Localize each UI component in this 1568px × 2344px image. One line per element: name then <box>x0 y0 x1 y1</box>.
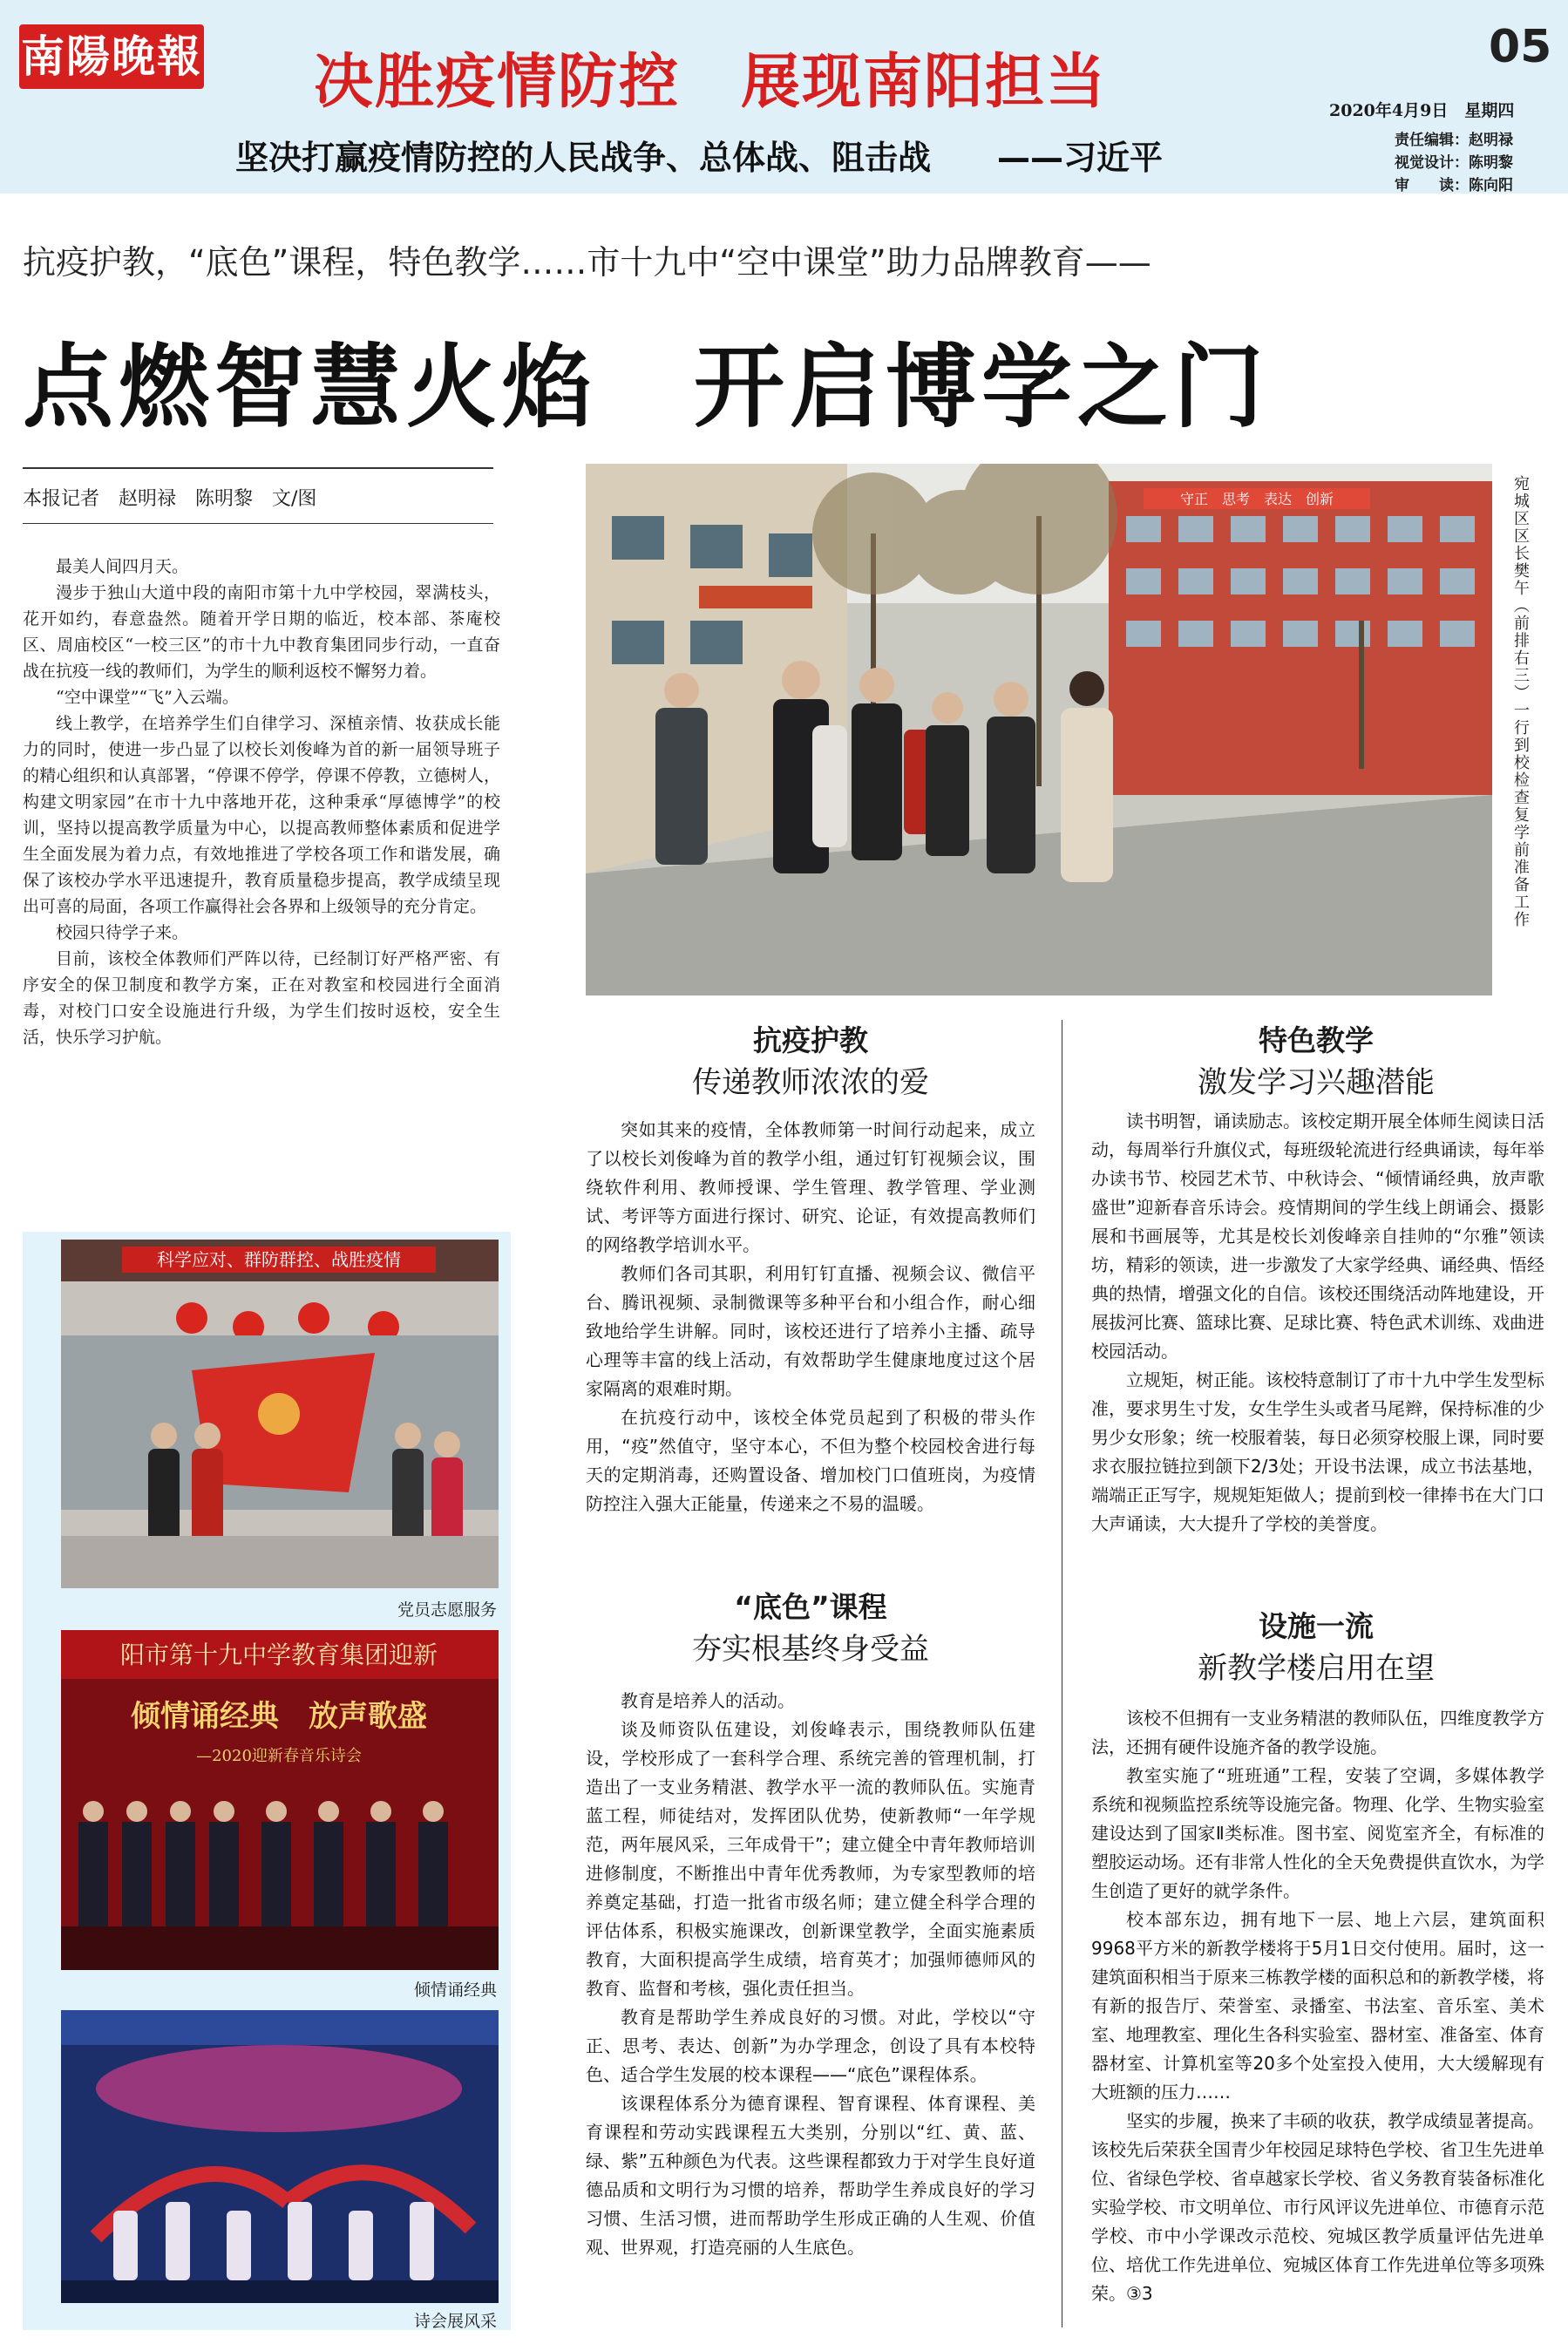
section-body <box>1091 1704 1544 2336</box>
issue-date: 2020年4月9日 星期四 <box>1329 101 1515 120</box>
article-subtitle: 抗疫护教，“底色”课程，特色教学……市十九中“空中课堂”助力品牌教育—— <box>23 243 1151 282</box>
proofreader-credit: 审 读：陈向阳 <box>1395 177 1513 194</box>
intro-paragraph: 线上教学，在培养学生们自律学习、深植亲情、妆获成长能力的同时，使进一步凸显了以校长刘俊峰为首的新一届领导班子的精心组织和认真部署，“停课不停学，停课不停教，立德树人，构建文明家园”在市十九中落地开花，这种秉承“厚德博学”的校训，坚持以提高教学质量为中心，以提高教师整体素质和促进学生全面发展为着力点，有效地推进了学校各项工作和谐发展，确保了该校办学水平迅速提升，教育质量稳步提高，教学成绩呈现出可喜的局面，各项工作赢得社会各界和上级领导的充分肯定。 <box>23 714 500 916</box>
quote-line: 坚决打赢疫情防控的人民战争、总体战、阻击战 ——习近平 <box>235 139 1164 177</box>
section-title: 新教学楼启用在望 <box>1198 1651 1435 1686</box>
byline-rule-bottom <box>23 523 493 524</box>
section-title: 夯实根基终身受益 <box>692 1632 929 1667</box>
intro-text <box>23 554 500 1164</box>
volunteer-photo <box>61 1240 499 1588</box>
paragraph: 读书明智，诵读励志。该校定期开展全体师生阅读日活动，每周举行升旗仪式，每班级轮流进行经典诵读，每年举办读书节、校园艺术节、中秋诗会、“倾情诵经典，放声歌盛世”迎新春音乐诗会。疫情期间的学生线上朗诵会、摄影展和书画展等，尤其是校长刘俊峰亲自挂帅的“尔雅”领读坊，精彩的领读，进一步激发了大家学经典、诵经典、悟经典的热情，增强文化的自信。该校还围绕活动阵地建设，开展拔河比赛、篮球比赛、足球比赛、特色武术训练、戏曲进校园活动。 <box>1091 1111 1544 1362</box>
photo-caption: 诗会展风采 <box>413 2312 497 2331</box>
paragraph: 该课程体系分为德育课程、智育课程、体育课程、美育课程和劳动实践课程五大类别，分别以“红、黄、蓝、绿、紫”五种颜色为代表。这些课程都致力于对学生良好道德品质和文明行为习惯的培养，帮助学生养成良好的学习习惯、生活习惯，进而帮助学生形成正确的人生观、价值观、世界观，打造亮丽的人生底色。 <box>586 2093 1035 2258</box>
paragraph: 坚实的步履，换来了丰硕的收获，教学成绩显著提高。该校先后荣获全国青少年校园足球特色学校、省卫生先进单位、省绿色学校、省卓越家长学校、省义务教育装备标准化实验学校、市文明单位、市行风评议先进单位、市德育示范学校、市中小学课改示范校、宛城区教学质量评估先进单位、培优工作先进单位、宛城区体育工作先进单位等多项殊荣。③3 <box>1091 2110 1544 2304</box>
byline-rule-top <box>23 467 493 469</box>
section-kicker: “底色”课程 <box>734 1590 887 1624</box>
paragraph: 该校不但拥有一支业务精湛的教师队伍，四维度教学方法，还拥有硬件设施齐备的教学设施。 <box>1091 1708 1544 1757</box>
paragraph: 在抗疫行动中，该校全体党员起到了积极的带头作用，“疫”然值守，坚守本心，不但为整个校园校舍进行每天的定期消毒，还购置设备、增加校门口值班岗，为疫情防控注入强大正能量，传递来之不易的温暖。 <box>586 1407 1035 1514</box>
photo-caption: 倾情诵经典 <box>413 1981 497 2000</box>
paragraph: 教育是帮助学生养成良好的习惯。对此，学校以“守正、思考、表达、创新”为办学理念，创设了具有本校特色、适合学生发展的校本课程——“底色”课程体系。 <box>586 2007 1035 2085</box>
main-photo <box>586 464 1492 995</box>
event-banner: 倾情诵经典 放声歌盛 <box>131 1699 427 1734</box>
editor-credit: 责任编辑：赵明禄 <box>1395 132 1513 149</box>
section-title: 激发学习兴趣潜能 <box>1198 1065 1435 1100</box>
newspaper-logo: 南陽晚報 <box>19 24 204 89</box>
intro-paragraph: 校园只待学子来。 <box>56 923 189 942</box>
page-banner: 决胜疫情防控 展现南阳担当 <box>314 47 1108 117</box>
building-sign: 守正 思考 表达 创新 <box>1179 491 1334 507</box>
paragraph: 校本部东边，拥有地下一层、地上六层，建筑面积9968平方米的新教学楼将于5月1日交付使用。届时，这一建筑面积相当于原来三栋教学楼的面积总和的新教学楼，将有新的报告厅、荣誉室、录播室、书法室、音乐室、美术室、地理教室、理化生各科实验室、器材室、准备室、体育器材室、计算机室等20多个处室投入使用，大大缓解现有大班额的压力…… <box>1091 1909 1544 2103</box>
paragraph: 谈及师资队伍建设，刘俊峰表示，围绕教师队伍建设，学校形成了一套科学合理、系统完善的管理机制，打造出了一支业务精湛、教学水平一流的教师队伍。实施青蓝工程，师徒结对，发挥团队优势，使新教师“一年学规范，两年展风采，三年成骨干”；建立健全中青年教师培训进修制度，不断推出中青年优秀教师，为专家型教师的培养奠定基础，打造一批省市级名师；建立健全科学合理的评估体系，积极实施课改，创新课堂教学，全面实施素质教育，大面积提高学生成绩，培育英才；加强师德师风的教育、监督和考核，强化责任担当。 <box>586 1719 1035 1999</box>
section-body <box>586 1116 1035 1569</box>
section-kicker: 抗疫护教 <box>753 1023 868 1057</box>
section-kicker: 特色教学 <box>1259 1023 1374 1057</box>
recitation-photo <box>61 1630 499 1970</box>
event-subbanner: —2020迎新春音乐诗会 <box>196 1747 362 1765</box>
intro-paragraph: “空中课堂”“飞”入云端。 <box>56 688 239 707</box>
section-body <box>1091 1107 1544 1586</box>
page-number: 05 <box>1489 21 1552 73</box>
paragraph: 教师们各司其职，利用钉钉直播、视频会议、微信平台、腾讯视频、录制微课等多种平台和小组合作，耐心细致地给学生讲解。同时，该校还进行了培养小主播、疏导心理等丰富的线上活动，有效帮助学生健康地度过这个居家隔离的艰难时期。 <box>586 1263 1035 1399</box>
section-body <box>586 1687 1035 2336</box>
intro-paragraph: 目前，该校全体教师们严阵以待，已经制订好严格严密、有序安全的保卫制度和教学方案，正在对教室和校园进行全面消毒，对校门口安全设施进行升级，为学生们按时返校，安全生活，快乐学习护航。 <box>23 949 500 1047</box>
section-title: 传递教师浓浓的爱 <box>692 1065 929 1100</box>
intro-paragraph: 最美人间四月天。 <box>56 557 189 576</box>
article-headline: 点燃智慧火焰 开启博学之门 <box>23 334 1270 440</box>
section-kicker: 设施一流 <box>1259 1609 1374 1643</box>
main-photo-caption: 宛城区区长樊午（前排右三）一行到校检查复学前准备工作 <box>1511 475 1530 928</box>
photo-caption: 党员志愿服务 <box>397 1600 497 1620</box>
poetry-photo <box>61 2010 499 2303</box>
paragraph: 教育是培养人的活动。 <box>621 1690 795 1711</box>
school-banner: 阳市第十九中学教育集团迎新 <box>119 1641 438 1669</box>
volunteer-banner: 科学应对、群防群控、战胜疫情 <box>157 1249 401 1270</box>
intro-paragraph: 漫步于独山大道中段的南阳市第十九中学校园，翠满枝头，花开如约，春意盎然。随着开学日期的临近，校本部、茶庵校区、周庙校区“一校三区”的市十九中教育集团同步行动，一直奋战在抗疫一线的教师们，为学生的顺利返校不懈努力着。 <box>23 583 500 681</box>
byline: 本报记者 赵明禄 陈明黎 文/图 <box>23 488 317 510</box>
paragraph: 教室实施了“班班通”工程，安装了空调，多媒体教学系统和视频监控系统等设施完备。物理、化学、生物实验室建设达到了国家Ⅱ类标准。图书室、阅览室齐全，有标准的塑胶运动场。还有非常人性化的全天免费提供直饮水，为学生创造了更好的就学条件。 <box>1091 1765 1544 1901</box>
paragraph: 立规矩，树正能。该校特意制订了市十九中学生发型标准，要求男生寸发，女生学生头或者马尾辫，保持标准的少男少女形象；统一校服着装，每日必须穿校服上课，同时要求衣服拉链拉到颌下2/3处；开设书法课，成立书法基地，端端正正写字，规规矩矩做人；提前到校一律捧书在大门口大声诵读，大大提升了学校的美誉度。 <box>1091 1369 1544 1534</box>
paragraph: 突如其来的疫情，全体教师第一时间行动起来，成立了以校长刘俊峰为首的教学小组，通过钉钉视频会议，围绕软件利用、教师授课、学生管理、教学管理、学业测试、考评等方面进行探讨、研究、论证，有效提高教师们的网络教学培训水平。 <box>586 1119 1035 1255</box>
designer-credit: 视觉设计：陈明黎 <box>1395 154 1513 172</box>
